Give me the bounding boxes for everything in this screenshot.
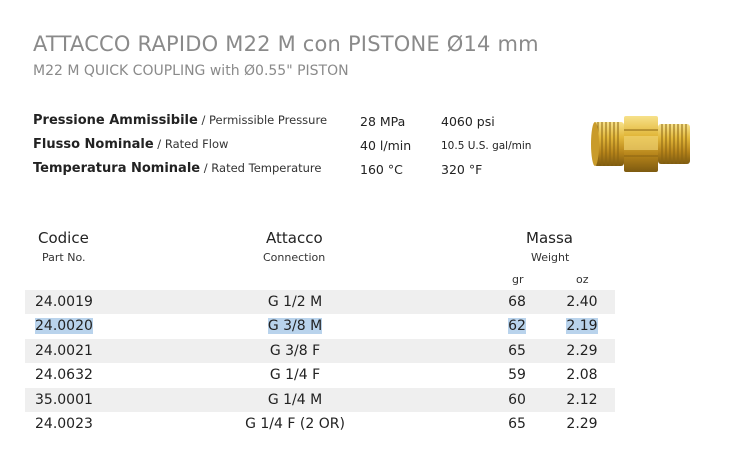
cell-gr-text: 65 — [508, 415, 526, 432]
cell-gr-text: 59 — [508, 367, 526, 384]
spec-label-it: Temperatura Nominale — [33, 161, 201, 176]
cell-oz-text: 2.12 — [566, 391, 598, 408]
header-mass-en: Weight — [531, 251, 570, 264]
cell-oz-text: 2.08 — [566, 367, 598, 384]
spec-imperial-value: 10.5 U.S. gal/min — [441, 140, 532, 152]
cell-code: 24.0632 — [35, 367, 93, 384]
header-connection-en: Connection — [263, 251, 326, 264]
spec-metric-value: 160 °C — [360, 162, 403, 177]
cell-code: 24.0019 — [35, 294, 93, 310]
spec-label-it: Flusso Nominale — [33, 137, 154, 152]
table-row — [25, 412, 615, 436]
cell-code: 24.0023 — [35, 415, 93, 432]
header-code-en: Part No. — [42, 251, 86, 264]
cell-gr-text: 60 — [508, 391, 526, 408]
cell-connection-text: G 1/4 F (2 OR) — [245, 415, 345, 432]
brass-coupling-icon — [590, 108, 700, 183]
spec-metric-value: 40 l/min — [360, 138, 412, 153]
spec-imperial-value: 4060 psi — [441, 114, 495, 129]
spec-label — [33, 161, 321, 176]
cell-connection-text: G 3/8 F — [269, 342, 321, 359]
cell-gr-text: 65 — [508, 342, 526, 359]
spec-label — [33, 113, 327, 128]
spec-metric-value: 28 MPa — [360, 114, 406, 129]
cell-connection-text: G 1/4 F — [269, 367, 321, 384]
cell-code: 35.0001 — [35, 391, 93, 408]
cell-oz-text: 2.29 — [566, 415, 598, 432]
spec-label — [33, 137, 228, 152]
table-row — [25, 290, 615, 314]
table-row — [25, 388, 615, 412]
parts-table — [25, 290, 615, 436]
table-row — [25, 363, 615, 387]
unit-gr: gr — [512, 273, 524, 286]
spec-imperial-value: 320 °F — [441, 162, 483, 177]
cell-oz-text: 2.29 — [566, 342, 598, 359]
cell-code: 24.0021 — [35, 342, 93, 359]
cell-connection-text: G 1/4 M — [267, 391, 323, 408]
spec-label-en: / Permissible Pressure — [197, 113, 328, 127]
cell-oz-text: 2.19 — [566, 318, 598, 335]
unit-oz: oz — [576, 273, 589, 286]
cell-code-text: 24.0020 — [35, 318, 93, 335]
table-row — [25, 339, 615, 363]
header-connection: Attacco — [266, 229, 323, 247]
cell-gr-text: 62 — [508, 318, 526, 335]
table-row-selected — [25, 314, 615, 338]
page-title: ATTACCO RAPIDO M22 M con PISTONE Ø14 mm — [33, 32, 539, 56]
cell-oz-text: 2.40 — [566, 294, 598, 310]
page-subtitle: M22 M QUICK COUPLING with Ø0.55" PISTON — [33, 63, 349, 79]
cell-code — [35, 318, 93, 334]
spec-label-en: / Rated Temperature — [200, 161, 322, 175]
spec-label-en: / Rated Flow — [153, 137, 229, 151]
cell-gr-text: 68 — [508, 294, 526, 310]
spec-label-it: Pressione Ammissibile — [33, 113, 198, 128]
header-mass: Massa — [526, 229, 573, 247]
cell-connection-text: G 3/8 M — [267, 318, 323, 335]
cell-connection-text: G 1/2 M — [267, 294, 323, 310]
header-code: Codice — [38, 229, 89, 247]
